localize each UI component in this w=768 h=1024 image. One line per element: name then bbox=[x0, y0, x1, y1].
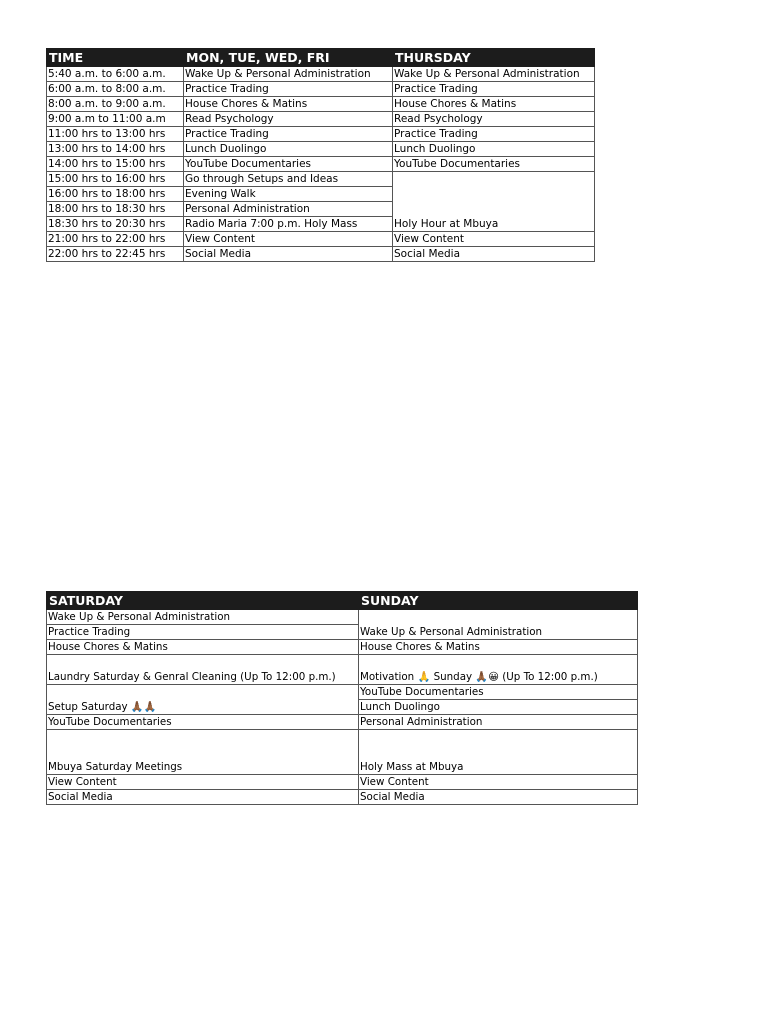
table-row bbox=[47, 730, 638, 775]
thursday-activity-cell: Read Psychology bbox=[393, 112, 595, 127]
weekday-activity-cell: Read Psychology bbox=[184, 112, 393, 127]
table-row bbox=[47, 685, 638, 700]
thursday-activity-cell: Lunch Duolingo bbox=[393, 142, 595, 157]
time-cell: 13:00 hrs to 14:00 hrs bbox=[47, 142, 184, 157]
sunday-activity-cell: House Chores & Matins bbox=[359, 640, 638, 655]
sunday-activity-cell: Holy Mass at Mbuya bbox=[359, 730, 638, 775]
table-row bbox=[47, 232, 595, 247]
table-row bbox=[47, 640, 638, 655]
sunday-activity-cell: YouTube Documentaries bbox=[359, 685, 638, 700]
time-cell: 9:00 a.m to 11:00 a.m bbox=[47, 112, 184, 127]
sunday-activity-cell: Social Media bbox=[359, 790, 638, 805]
saturday-activity-cell: Practice Trading bbox=[47, 625, 359, 640]
table-row bbox=[47, 112, 595, 127]
thursday-activity-cell: Social Media bbox=[393, 247, 595, 262]
weekend-schedule-table bbox=[46, 591, 638, 805]
time-cell: 21:00 hrs to 22:00 hrs bbox=[47, 232, 184, 247]
sunday-activity-cell: Motivation 🙏 Sunday 🙏🏾😀 (Up To 12:00 p.m.) bbox=[359, 655, 638, 685]
thursday-activity-cell: Wake Up & Personal Administration bbox=[393, 67, 595, 82]
time-cell: 11:00 hrs to 13:00 hrs bbox=[47, 127, 184, 142]
table-row bbox=[47, 97, 595, 112]
saturday-activity-cell: View Content bbox=[47, 775, 359, 790]
weekday-activity-cell: Personal Administration bbox=[184, 202, 393, 217]
saturday-activity-cell: Social Media bbox=[47, 790, 359, 805]
table-row bbox=[47, 655, 638, 685]
sunday-activity-cell: Lunch Duolingo bbox=[359, 700, 638, 715]
weekday-activity-cell: YouTube Documentaries bbox=[184, 157, 393, 172]
sunday-activity-cell: View Content bbox=[359, 775, 638, 790]
table-row bbox=[47, 127, 595, 142]
saturday-header: SATURDAY bbox=[47, 592, 359, 610]
weekday-activity-cell: View Content bbox=[184, 232, 393, 247]
sunday-header: SUNDAY bbox=[359, 592, 638, 610]
time-cell: 18:00 hrs to 18:30 hrs bbox=[47, 202, 184, 217]
thursday-activity-cell: YouTube Documentaries bbox=[393, 157, 595, 172]
table-header-row bbox=[47, 49, 595, 67]
mon-tue-wed-fri-header: MON, TUE, WED, FRI bbox=[184, 49, 393, 67]
time-cell: 6:00 a.m. to 8:00 a.m. bbox=[47, 82, 184, 97]
time-cell: 18:30 hrs to 20:30 hrs bbox=[47, 217, 184, 232]
weekday-activity-cell: House Chores & Matins bbox=[184, 97, 393, 112]
thursday-activity-cell: House Chores & Matins bbox=[393, 97, 595, 112]
table-row bbox=[47, 247, 595, 262]
saturday-activity-cell: Laundry Saturday & Genral Cleaning (Up To 12:00 p.m.) bbox=[47, 655, 359, 685]
thursday-merged-activity-cell: Holy Hour at Mbuya bbox=[393, 172, 595, 232]
weekday-activity-cell: Evening Walk bbox=[184, 187, 393, 202]
thursday-activity-cell: Practice Trading bbox=[393, 82, 595, 97]
weekday-activity-cell: Lunch Duolingo bbox=[184, 142, 393, 157]
time-header: TIME bbox=[47, 49, 184, 67]
thursday-header: THURSDAY bbox=[393, 49, 595, 67]
time-cell: 16:00 hrs to 18:00 hrs bbox=[47, 187, 184, 202]
weekday-activity-cell: Social Media bbox=[184, 247, 393, 262]
thursday-activity-cell: View Content bbox=[393, 232, 595, 247]
saturday-activity-cell: YouTube Documentaries bbox=[47, 715, 359, 730]
weekday-activity-cell: Go through Setups and Ideas bbox=[184, 172, 393, 187]
thursday-activity-cell: Practice Trading bbox=[393, 127, 595, 142]
sunday-activity-cell: Personal Administration bbox=[359, 715, 638, 730]
time-cell: 15:00 hrs to 16:00 hrs bbox=[47, 172, 184, 187]
weekday-schedule-table bbox=[46, 48, 595, 262]
table-row bbox=[47, 157, 595, 172]
time-cell: 5:40 a.m. to 6:00 a.m. bbox=[47, 67, 184, 82]
saturday-activity-cell: Wake Up & Personal Administration bbox=[47, 610, 359, 625]
table-row bbox=[47, 715, 638, 730]
table-header-row bbox=[47, 592, 638, 610]
weekday-activity-cell: Practice Trading bbox=[184, 127, 393, 142]
saturday-activity-cell: House Chores & Matins bbox=[47, 640, 359, 655]
weekday-activity-cell: Wake Up & Personal Administration bbox=[184, 67, 393, 82]
time-cell: 22:00 hrs to 22:45 hrs bbox=[47, 247, 184, 262]
saturday-activity-cell: Mbuya Saturday Meetings bbox=[47, 730, 359, 775]
table-row bbox=[47, 610, 638, 625]
sunday-activity-cell: Wake Up & Personal Administration bbox=[359, 610, 638, 640]
table-row bbox=[47, 67, 595, 82]
table-row bbox=[47, 142, 595, 157]
table-row bbox=[47, 172, 595, 187]
table-row bbox=[47, 790, 638, 805]
time-cell: 8:00 a.m. to 9:00 a.m. bbox=[47, 97, 184, 112]
table-row bbox=[47, 82, 595, 97]
table-row bbox=[47, 775, 638, 790]
time-cell: 14:00 hrs to 15:00 hrs bbox=[47, 157, 184, 172]
weekday-activity-cell: Radio Maria 7:00 p.m. Holy Mass bbox=[184, 217, 393, 232]
saturday-activity-cell: Setup Saturday 🙏🏾🙏🏾 bbox=[47, 685, 359, 715]
weekday-activity-cell: Practice Trading bbox=[184, 82, 393, 97]
